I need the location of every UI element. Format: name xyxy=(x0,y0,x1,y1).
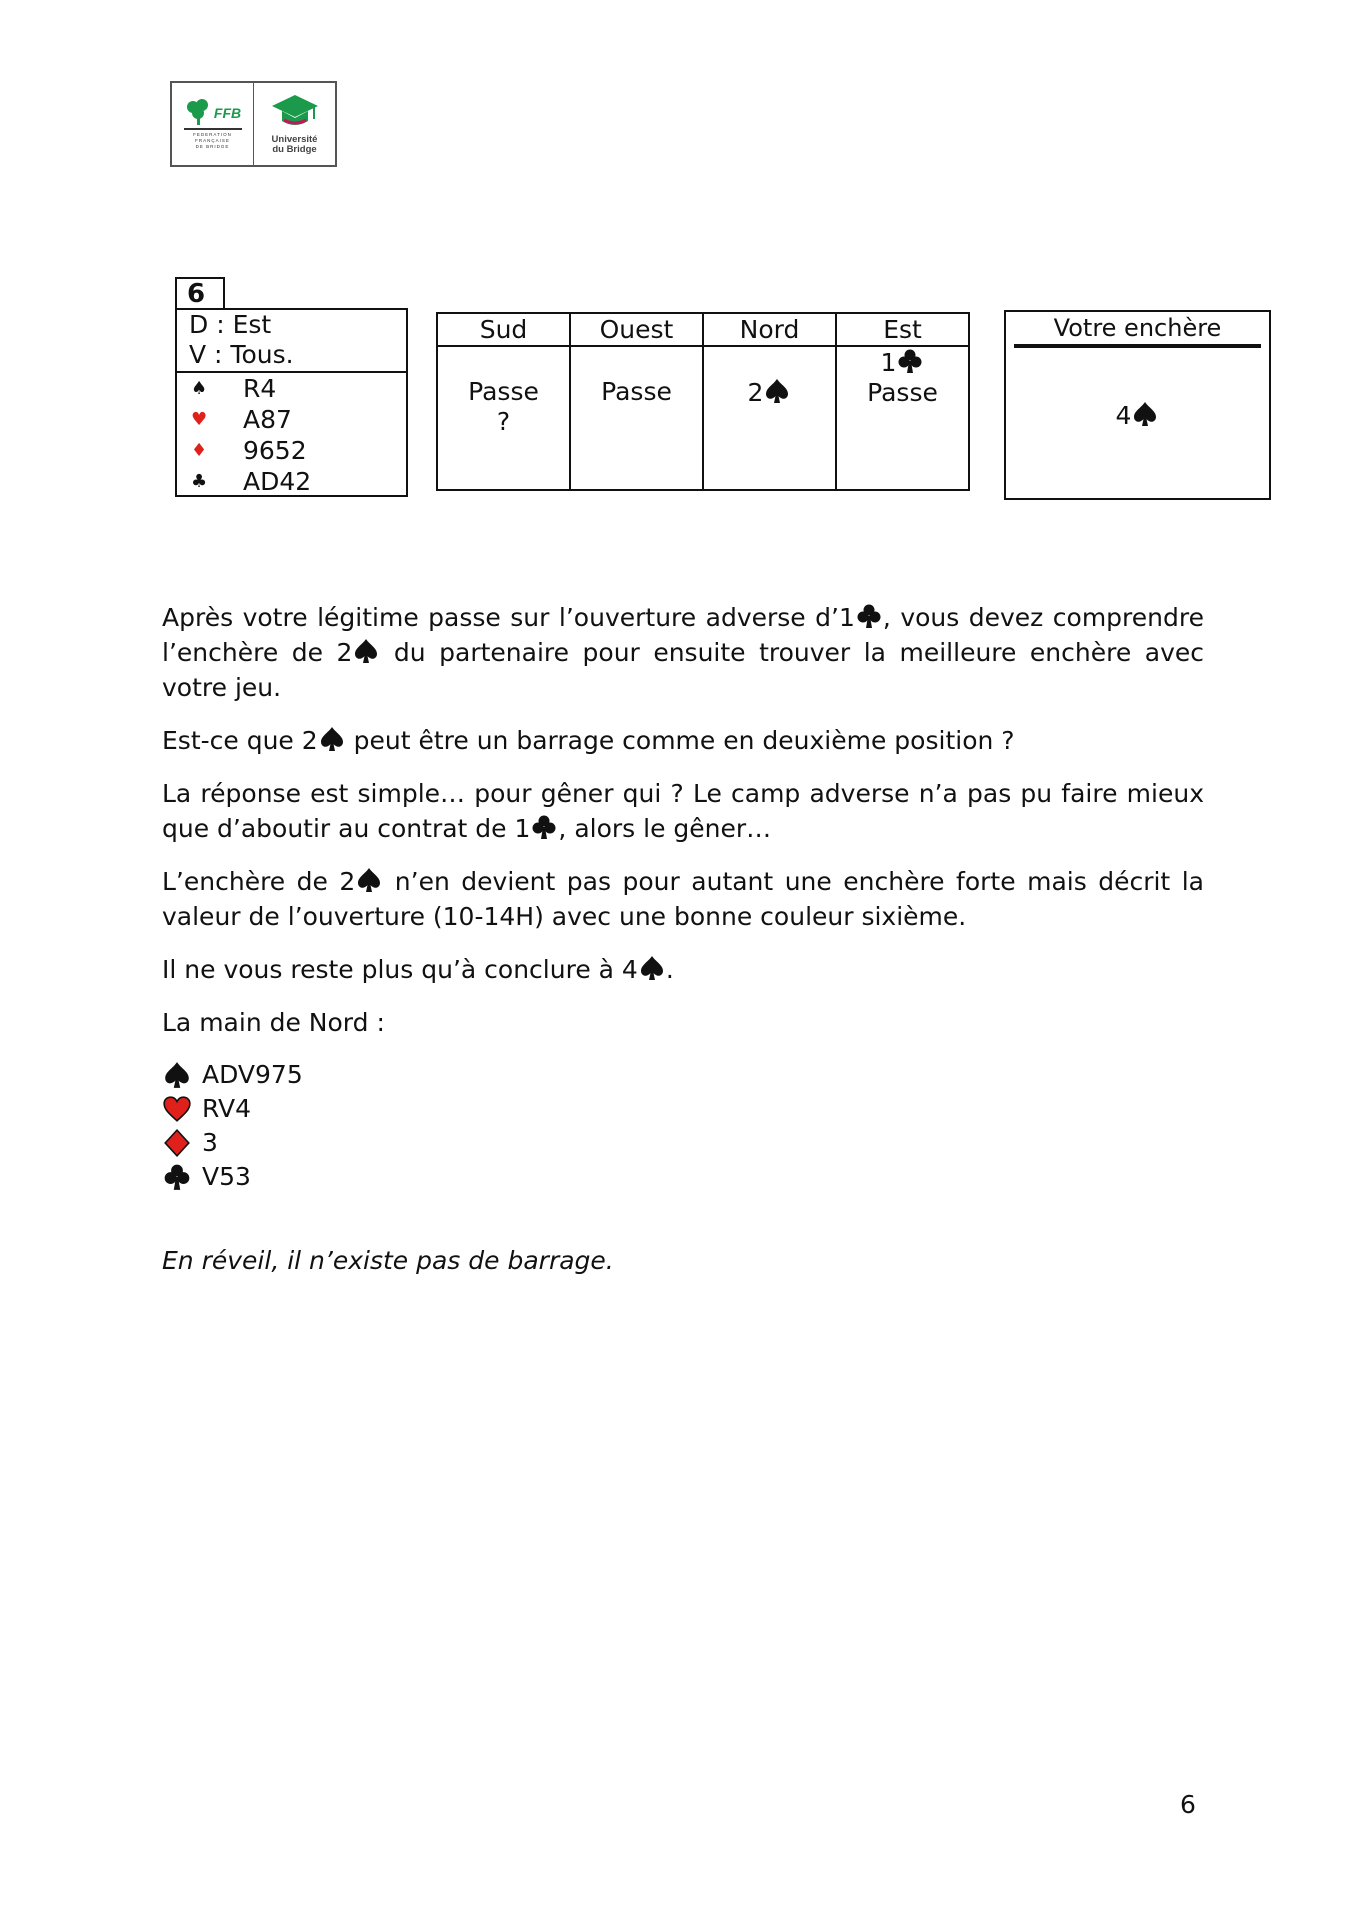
spade-icon xyxy=(638,954,666,982)
ffb-line: FEDERATION xyxy=(193,131,232,137)
page-number: 6 xyxy=(1180,1790,1196,1819)
hand-clubs: AD42 xyxy=(243,467,312,496)
paragraph xyxy=(162,776,1204,846)
header-ouest: Ouest xyxy=(570,313,703,346)
bidding-table xyxy=(436,312,970,491)
text: La main de Nord : xyxy=(162,1008,385,1037)
ub-line: du Bridge xyxy=(272,144,317,155)
header-nord: Nord xyxy=(703,313,836,346)
text: Après votre légitime passe sur l’ouverture adverse d’1 xyxy=(162,603,855,632)
text: La réponse est simple… pour gêner qui ? Le camp adverse n’a pas pu faire mieux que d’aboutir au contrat de 1 xyxy=(162,779,1204,843)
answer-bid xyxy=(1006,400,1269,430)
closing-note: En réveil, il n’existe pas de barrage. xyxy=(162,1246,614,1275)
hand-spades: R4 xyxy=(243,374,277,403)
heart-icon xyxy=(162,1094,192,1124)
spade-icon xyxy=(355,866,383,894)
paragraph xyxy=(162,864,1204,934)
text: du partenaire pour ensuite trouver la meilleure enchère avec votre jeu. xyxy=(162,638,1204,702)
spade-icon xyxy=(162,1060,192,1090)
header-logo xyxy=(170,81,337,167)
club-icon xyxy=(896,347,924,375)
votre-enchere-box xyxy=(1004,310,1271,500)
ffb-line: FRANÇAISE xyxy=(195,137,230,143)
spade-icon: ♠ xyxy=(191,378,208,399)
bid: Passe xyxy=(601,377,672,406)
nord-spades: ADV975 xyxy=(202,1060,303,1089)
hand-spades-row xyxy=(177,373,406,404)
text: . xyxy=(665,955,674,984)
bids-est xyxy=(836,346,969,490)
bid-question: ? xyxy=(496,407,511,436)
ffb-word: FFB xyxy=(213,104,242,121)
hand-diamonds-row xyxy=(177,435,406,466)
nord-clubs-row xyxy=(162,1160,1204,1194)
club-icon xyxy=(162,1162,192,1192)
bid xyxy=(748,377,792,408)
ffb-line: DE BRIDGE xyxy=(195,143,230,149)
header-sud: Sud xyxy=(437,313,570,346)
nord-spades-row xyxy=(162,1058,1204,1092)
hand-hearts-row xyxy=(177,404,406,435)
bid: Passe xyxy=(468,377,539,406)
nord-hearts-row xyxy=(162,1092,1204,1126)
spade-icon xyxy=(1131,400,1159,428)
bid-level: 1 xyxy=(880,348,897,377)
nord-clubs: V53 xyxy=(202,1162,251,1191)
text: , alors le gêner… xyxy=(558,814,772,843)
paragraph xyxy=(162,600,1204,705)
spade-icon xyxy=(763,377,791,405)
bid-level: 2 xyxy=(747,378,764,407)
text: Il ne vous reste plus qu’à conclure à 4 xyxy=(162,955,638,984)
text: n’en devient pas pour autant une enchère forte mais décrit la valeur de l’ouverture (10-14H) avec une bonne couleur sixième. xyxy=(162,867,1204,931)
ub-line: Université xyxy=(271,134,318,145)
nord-diamonds-row xyxy=(162,1126,1204,1160)
deal-number: 6 xyxy=(175,277,225,308)
bids-ouest xyxy=(570,346,703,490)
explanation-text xyxy=(162,600,1204,1194)
hand-hearts: A87 xyxy=(243,405,292,434)
nord-diamonds: 3 xyxy=(202,1128,218,1157)
paragraph xyxy=(162,1005,1204,1040)
ffb-logo xyxy=(172,83,253,165)
nord-hand xyxy=(162,1058,1204,1194)
bids-nord xyxy=(703,346,836,490)
hand-diamonds: 9652 xyxy=(243,436,307,465)
club-icon: ♣ xyxy=(191,471,208,492)
diamond-icon xyxy=(162,1128,192,1158)
club-icon xyxy=(855,602,883,630)
diamond-icon: ♦ xyxy=(191,440,208,461)
dealer: D : Est xyxy=(189,310,272,339)
paragraph xyxy=(162,723,1204,758)
votre-enchere-title: Votre enchère xyxy=(1053,314,1222,342)
answer-level: 4 xyxy=(1115,401,1132,430)
header-est: Est xyxy=(836,313,969,346)
nord-hearts: RV4 xyxy=(202,1094,252,1123)
text: Est-ce que 2 xyxy=(162,726,318,755)
text: , vous devez comprendre l’enchère de 2 xyxy=(162,603,1204,667)
divider xyxy=(1014,344,1261,348)
vulnerability: V : Tous. xyxy=(189,340,294,369)
hand-clubs-row xyxy=(177,466,406,497)
spade-icon xyxy=(352,637,380,665)
text: peut être un barrage comme en deuxième position ? xyxy=(345,726,1015,755)
club-icon xyxy=(530,813,558,841)
heart-icon: ♥ xyxy=(191,409,208,430)
spade-icon xyxy=(318,725,346,753)
deal-box xyxy=(175,308,408,497)
graduation-cap-icon xyxy=(270,93,320,131)
bid xyxy=(881,347,925,378)
bids-sud xyxy=(437,346,570,490)
tree-icon xyxy=(184,99,214,127)
paragraph xyxy=(162,952,1204,987)
universite-logo xyxy=(253,83,335,165)
bid: Passe xyxy=(867,378,938,407)
text: L’enchère de 2 xyxy=(162,867,356,896)
